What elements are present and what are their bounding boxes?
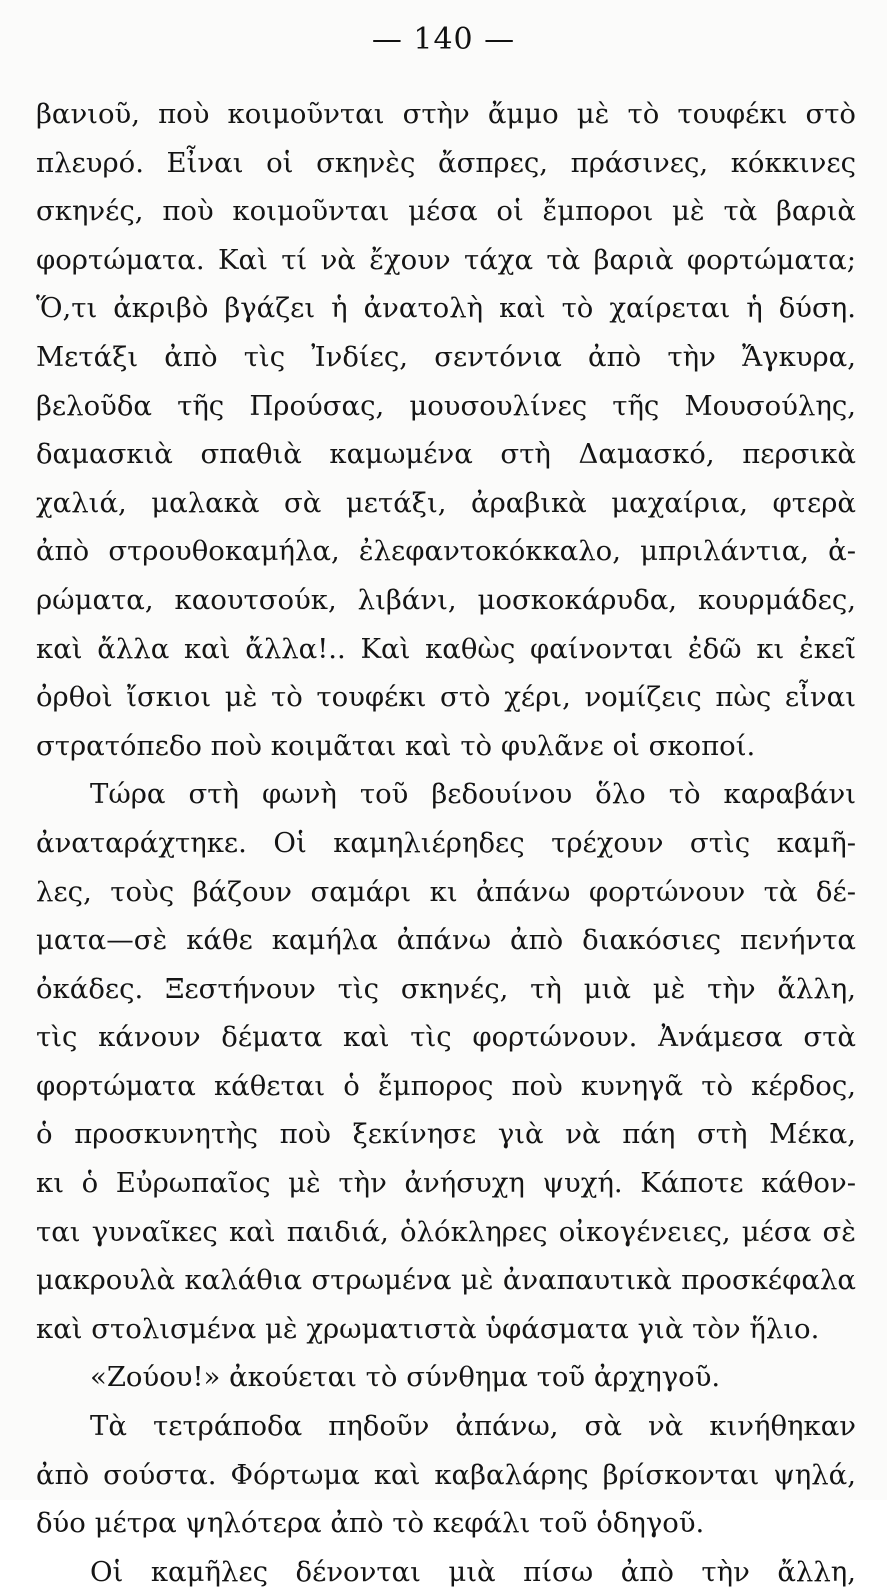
text-line: ται γυναῖκες καὶ παιδιά, ὁλόκληρες οἰκογένειες, μέσα σὲ	[36, 1215, 856, 1248]
text-line: Τώρα στὴ φωνὴ τοῦ βεδουίνου ὅλο τὸ καραβάνι	[90, 778, 856, 811]
text-line: Τὰ τετράποδα πηδοῦν ἀπάνω, σὰ νὰ κινήθηκαν	[90, 1410, 856, 1443]
text-line: τὶς κάνουν δέματα καὶ τὶς φορτώνουν. Ἀνάμεσα στὰ	[36, 1021, 856, 1054]
page-number: — 140 —	[371, 22, 516, 57]
text-line: Ὅ,τι ἀκριβὸ βγάζει ἡ ἀνατολὴ καὶ τὸ χαίρεται ἡ δύση.	[36, 292, 856, 325]
text-line: δύο μέτρα ψηλότερα ἀπὸ τὸ κεφάλι τοῦ ὁδηγοῦ.	[36, 1507, 705, 1540]
text-line: δαμασκιὰ σπαθιὰ καμωμένα στὴ Δαμασκό, περσικὰ	[36, 438, 856, 471]
text-line: «Ζούου!» ἀκούεται τὸ σύνθημα τοῦ ἀρχηγοῦ.	[90, 1361, 721, 1394]
text-line: ὁ προσκυνητὴς ποὺ ξεκίνησε γιὰ νὰ πάη στὴ Μέκα,	[36, 1118, 856, 1151]
text-line: φορτώματα. Καὶ τί νὰ ἔχουν τάχα τὰ βαριὰ φορτώματα;	[36, 243, 856, 276]
text-line: Μετάξι ἀπὸ τὶς Ἰνδίες, σεντόνια ἀπὸ τὴν Ἄγκυρα,	[36, 340, 856, 373]
text-line: χαλιά, μαλακὰ σὰ μετάξι, ἀραβικὰ μαχαίρια, φτερὰ	[36, 486, 856, 519]
body-text	[36, 90, 856, 1596]
text-line: καὶ ἄλλα καὶ ἄλλα!.. Καὶ καθὼς φαίνονται ἐδῶ κι ἐκεῖ	[36, 632, 856, 665]
text-line: ματα—σὲ κάθε καμήλα ἀπάνω ἀπὸ διακόσιες πενήντα	[36, 924, 856, 957]
text-line: ρώματα, καουτσούκ, λιβάνι, μοσκοκάρυδα, κουρμάδες,	[36, 583, 856, 616]
text-line: λες, τοὺς βάζουν σαμάρι κι ἀπάνω φορτώνουν τὰ δέ-	[36, 875, 856, 908]
text-line: ἀναταράχτηκε. Οἱ καμηλιέρηδες τρέχουν στὶς καμῆ-	[36, 826, 856, 859]
text-line: βελοῦδα τῆς Προύσας, μουσουλίνες τῆς Μουσούλης,	[36, 389, 856, 422]
text-line: καὶ στολισμένα μὲ χρωματιστὰ ὑφάσματα γιὰ τὸν ἥλιο.	[36, 1312, 820, 1345]
text-line: κι ὁ Εὐρωπαῖος μὲ τὴν ἀνήσυχη ψυχή. Κάποτε κάθον-	[36, 1167, 856, 1200]
text-line: μακρουλὰ καλάθια στρωμένα μὲ ἀναπαυτικὰ προσκέφαλα	[36, 1264, 856, 1297]
text-line: φορτώματα κάθεται ὁ ἔμπορος ποὺ κυνηγᾶ τὸ κέρδος,	[36, 1069, 856, 1102]
text-line: ἀπὸ στρουθοκαμήλα, ἐλεφαντοκόκκαλο, μπριλάντια, ἀ-	[36, 535, 856, 568]
text-line: ἀπὸ σούστα. Φόρτωμα καὶ καβαλάρης βρίσκονται ψηλά,	[36, 1458, 856, 1491]
text-line: ὀρθοὶ ἴσκιοι μὲ τὸ τουφέκι στὸ χέρι, νομίζεις πὼς εἶναι	[36, 681, 856, 714]
text-line: σκηνές, ποὺ κοιμοῦνται μέσα οἱ ἔμποροι μὲ τὰ βαριὰ	[36, 195, 856, 228]
text-line: βανιοῦ, ποὺ κοιμοῦνται στὴν ἄμμο μὲ τὸ τουφέκι στὸ	[36, 98, 856, 130]
text-line: πλευρό. Εἶναι οἱ σκηνὲς ἄσπρες, πράσινες, κόκκινες	[36, 146, 856, 179]
text-line: Οἱ καμῆλες δένονται μιὰ πίσω ἀπὸ τὴν ἄλλη,	[90, 1555, 856, 1588]
text-line: στρατόπεδο ποὺ κοιμᾶται καὶ τὸ φυλᾶνε οἱ σκοποί.	[36, 729, 756, 762]
text-line: ὀκάδες. Ξεστήνουν τὶς σκηνές, τὴ μιὰ μὲ τὴν ἄλλη,	[36, 972, 856, 1005]
